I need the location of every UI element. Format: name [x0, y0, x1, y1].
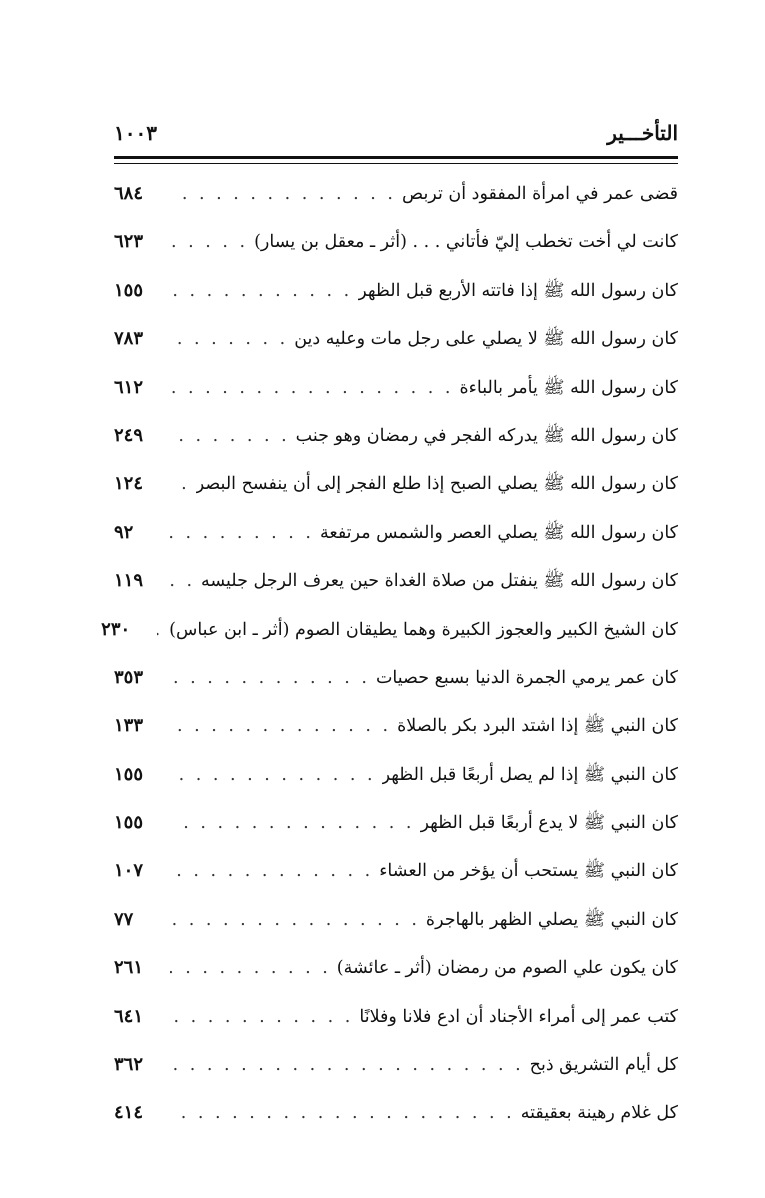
entry-page-number: ٢٦١ [114, 957, 144, 979]
entry-text: كان رسول الله ﷺ يأمر بالباءة [459, 377, 678, 398]
index-entry [114, 993, 678, 1041]
entry-text: قضى عمر في امرأة المفقود أن تربص [402, 184, 678, 204]
entry-text: كان النبي ﷺ يصلي الظهر بالهاجرة [425, 909, 678, 930]
dot-leader [170, 896, 426, 944]
index-entry [114, 267, 678, 315]
entry-text: كان النبي ﷺ لا يدع أربعًا قبل الظهر [420, 813, 678, 834]
dot-leader [170, 509, 320, 557]
entry-page-number: ٣٥٣ [114, 666, 144, 688]
index-entry [114, 364, 678, 412]
index-entry [114, 460, 678, 508]
index-entry [114, 557, 678, 605]
header-rule-thick [114, 156, 678, 159]
entry-text: كان عمر يرمي الجمرة الدنيا بسبع حصيات [375, 667, 678, 688]
dot-leader [170, 944, 337, 992]
entry-page-number: ٦٢٣ [114, 231, 144, 253]
entry-text: كان رسول الله ﷺ يصلي الصبح إذا طلع الفجر إلى أن ينفسح البصر [195, 474, 678, 495]
index-entry [114, 1041, 678, 1089]
entry-page-number: ١١٩ [114, 570, 144, 592]
dot-leader [170, 993, 359, 1041]
entry-page-number: ٦٨٤ [114, 183, 144, 204]
entry-text: كان رسول الله ﷺ لا يصلي على رجل مات وعليه دين [294, 329, 678, 350]
entry-page-number: ٦١٢ [114, 376, 144, 398]
index-entry [101, 606, 678, 654]
entry-text: كان رسول الله ﷺ يصلي العصر والشمس مرتفعة [320, 522, 678, 543]
dot-leader [170, 1089, 521, 1137]
entry-page-number: ٢٤٩ [114, 424, 144, 446]
entry-text: كانت لي أخت تخطب إليّ فأتاني . . . (أثر ـ معقل بن يسار) [254, 232, 678, 253]
index-entry [114, 654, 678, 702]
dot-leader [170, 702, 397, 750]
index-entry [114, 412, 678, 460]
dot-leader [157, 606, 169, 654]
entry-text: كان رسول الله ﷺ إذا فاتته الأربع قبل الظهر [358, 280, 678, 301]
entry-page-number: ٣٦٢ [114, 1054, 144, 1076]
index-entry [114, 751, 678, 799]
dot-leader [170, 1041, 530, 1089]
entry-page-number: ١٥٥ [114, 763, 144, 785]
entry-text: كان الشيخ الكبير والعجوز الكبيرة وهما يطيقان الصوم (أثر ـ ابن عباس) [169, 619, 678, 640]
index-entry [114, 509, 678, 557]
dot-leader [170, 170, 402, 218]
entry-text: كان رسول الله ﷺ يدركه الفجر في رمضان وهو جنب [295, 425, 678, 446]
index-entry [114, 896, 678, 944]
index-entry [114, 944, 678, 992]
page-number: ١٠٠٣ [114, 121, 157, 145]
index-entry [114, 218, 678, 266]
entry-page-number: ٢٣٠ [101, 618, 131, 640]
dot-leader [170, 412, 296, 460]
entry-page-number: ١٢٤ [114, 473, 144, 495]
entry-text: كان النبي ﷺ يستحب أن يؤخر من العشاء [379, 861, 678, 882]
entry-text: كتب عمر إلى أمراء الأجناد أن ادع فلانا وفلانًا [359, 1006, 678, 1027]
dot-leader [170, 267, 358, 315]
entry-page-number: ١٥٥ [114, 279, 144, 301]
entry-text: كان يكون علي الصوم من رمضان (أثر ـ عائشة) [336, 958, 678, 979]
running-header [114, 118, 678, 148]
entry-text: كان النبي ﷺ إذا اشتد البرد بكر بالصلاة [397, 716, 678, 737]
index-entry [114, 1089, 678, 1137]
index-entries [101, 170, 678, 1138]
index-entry [114, 702, 678, 750]
entry-page-number: ١٣٣ [114, 715, 144, 737]
entry-page-number: ٧٧ [114, 908, 134, 930]
header-rule-thin [114, 163, 678, 164]
dot-leader [170, 751, 382, 799]
dot-leader [170, 799, 420, 847]
index-entry [114, 799, 678, 847]
dot-leader [170, 557, 201, 605]
dot-leader [170, 315, 294, 363]
index-entry [114, 170, 678, 218]
index-entry [114, 315, 678, 363]
entry-text: كل أيام التشريق ذبح [529, 1055, 678, 1076]
dot-leader [170, 654, 376, 702]
section-title: التأخـــير [607, 121, 678, 145]
entry-page-number: ٧٨٣ [114, 328, 144, 350]
entry-text: كان النبي ﷺ إذا لم يصل أربعًا قبل الظهر [381, 764, 678, 785]
entry-page-number: ١٠٧ [114, 860, 144, 882]
entry-text: كل غلام رهينة بعقيقته [520, 1103, 678, 1124]
entry-text: كان رسول الله ﷺ ينفتل من صلاة الغداة حين يعرف الرجل جليسه [201, 571, 678, 592]
entry-page-number: ١٥٥ [114, 812, 144, 834]
dot-leader [170, 364, 460, 412]
index-entry [114, 847, 678, 895]
dot-leader [170, 460, 196, 508]
dot-leader [170, 218, 254, 266]
entry-page-number: ٦٤١ [114, 1005, 144, 1027]
entry-page-number: ٩٢ [114, 521, 134, 543]
entry-page-number: ٤١٤ [114, 1102, 144, 1124]
dot-leader [170, 847, 379, 895]
